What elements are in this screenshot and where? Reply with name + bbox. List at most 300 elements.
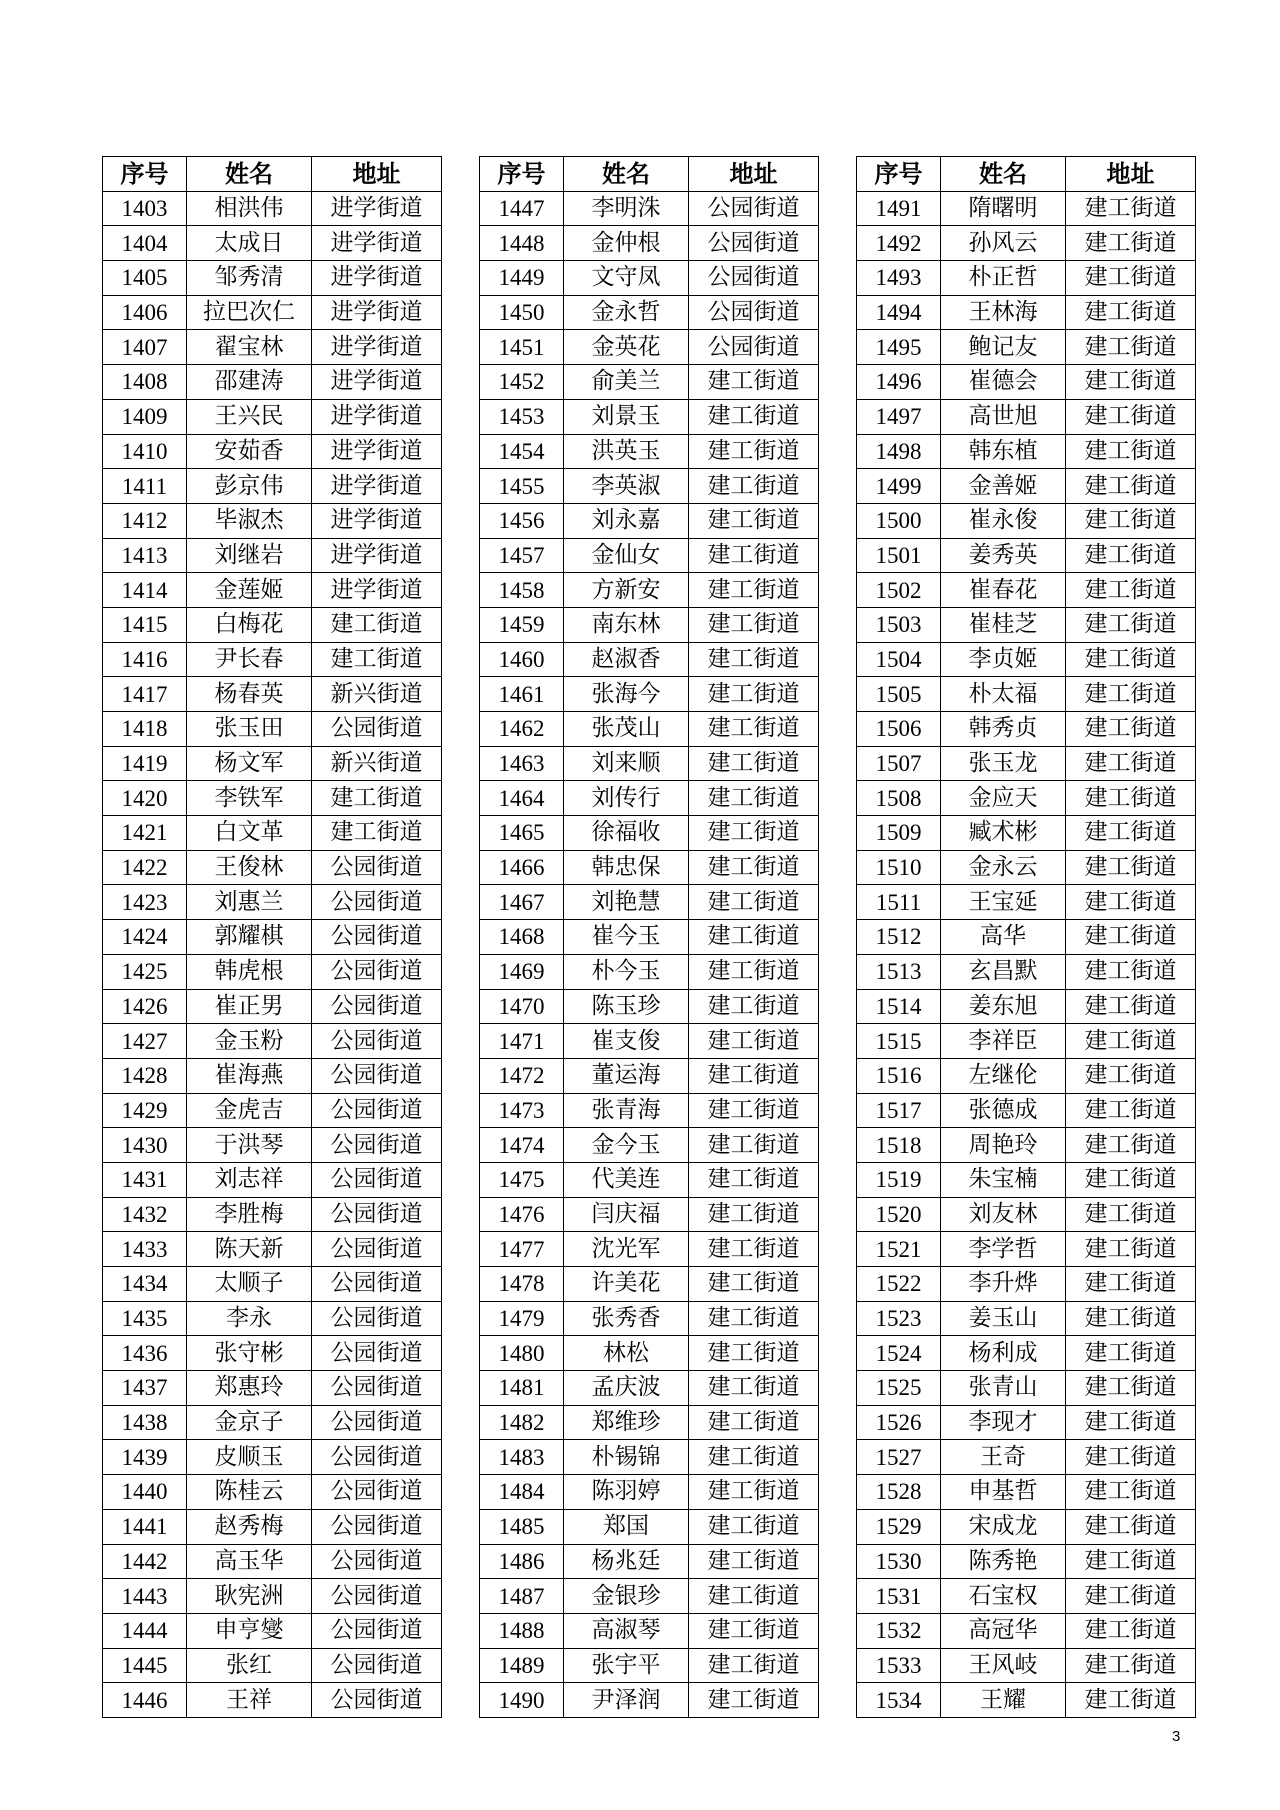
cell-address: 建工街道: [689, 607, 819, 642]
cell-address: 公园街道: [312, 1579, 442, 1614]
cell-address: 公园街道: [312, 1544, 442, 1579]
table-row: [103, 1579, 442, 1614]
cell-num: 1419: [103, 746, 187, 781]
cell-num: 1530: [857, 1544, 941, 1579]
table-row: [103, 1267, 442, 1302]
cell-name: 申基哲: [941, 1475, 1066, 1510]
cell-address: 公园街道: [312, 850, 442, 885]
roster-tables: [102, 156, 1196, 1716]
cell-num: 1433: [103, 1232, 187, 1267]
cell-num: 1426: [103, 989, 187, 1024]
cell-address: 公园街道: [312, 712, 442, 747]
cell-name: 邵建涛: [187, 365, 312, 400]
cell-address: 公园街道: [312, 989, 442, 1024]
table-row: [857, 573, 1196, 608]
cell-address: 建工街道: [689, 989, 819, 1024]
cell-address: 进学街道: [312, 469, 442, 504]
cell-address: 建工街道: [1066, 712, 1196, 747]
cell-name: 金今玉: [564, 1128, 689, 1163]
cell-name: 高玉华: [187, 1544, 312, 1579]
cell-address: 建工街道: [689, 1093, 819, 1128]
table-row: [480, 573, 819, 608]
cell-num: 1425: [103, 954, 187, 989]
cell-address: 公园街道: [689, 261, 819, 296]
cell-address: 公园街道: [312, 1232, 442, 1267]
table-row: [857, 1024, 1196, 1059]
cell-name: 陈天新: [187, 1232, 312, 1267]
cell-address: 建工街道: [1066, 1371, 1196, 1406]
table-row: [480, 1613, 819, 1648]
cell-address: 建工街道: [1066, 1440, 1196, 1475]
header-num: 序号: [480, 157, 564, 192]
cell-num: 1473: [480, 1093, 564, 1128]
table-row: [103, 1093, 442, 1128]
cell-num: 1503: [857, 607, 941, 642]
cell-name: 王宝延: [941, 885, 1066, 920]
cell-address: 建工街道: [1066, 850, 1196, 885]
cell-name: 王祥: [187, 1683, 312, 1718]
cell-num: 1484: [480, 1475, 564, 1510]
cell-address: 公园街道: [312, 1440, 442, 1475]
cell-num: 1485: [480, 1509, 564, 1544]
cell-name: 姜玉山: [941, 1301, 1066, 1336]
cell-address: 建工街道: [689, 365, 819, 400]
cell-name: 彭京伟: [187, 469, 312, 504]
cell-num: 1509: [857, 816, 941, 851]
cell-num: 1490: [480, 1683, 564, 1718]
cell-name: 鲍记友: [941, 330, 1066, 365]
cell-address: 建工街道: [312, 642, 442, 677]
table-row: [480, 261, 819, 296]
cell-address: 进学街道: [312, 538, 442, 573]
cell-num: 1463: [480, 746, 564, 781]
cell-num: 1440: [103, 1475, 187, 1510]
cell-name: 刘来顺: [564, 746, 689, 781]
cell-address: 建工街道: [1066, 1405, 1196, 1440]
cell-address: 进学街道: [312, 503, 442, 538]
table-row: [857, 920, 1196, 955]
cell-num: 1418: [103, 712, 187, 747]
cell-name: 姜东旭: [941, 989, 1066, 1024]
cell-num: 1452: [480, 365, 564, 400]
cell-address: 建工街道: [1066, 503, 1196, 538]
cell-num: 1471: [480, 1024, 564, 1059]
cell-address: 建工街道: [1066, 1544, 1196, 1579]
cell-num: 1502: [857, 573, 941, 608]
table-row: [480, 1683, 819, 1718]
cell-name: 张玉田: [187, 712, 312, 747]
cell-num: 1403: [103, 191, 187, 226]
cell-num: 1519: [857, 1162, 941, 1197]
cell-num: 1501: [857, 538, 941, 573]
cell-name: 玄昌默: [941, 954, 1066, 989]
cell-name: 杨文军: [187, 746, 312, 781]
table-row: [857, 226, 1196, 261]
table-row: [480, 850, 819, 885]
cell-name: 崔今玉: [564, 920, 689, 955]
table-row: [103, 816, 442, 851]
cell-name: 张宇平: [564, 1648, 689, 1683]
cell-name: 崔桂芝: [941, 607, 1066, 642]
cell-num: 1526: [857, 1405, 941, 1440]
cell-address: 建工街道: [689, 1336, 819, 1371]
cell-address: 公园街道: [312, 1128, 442, 1163]
cell-address: 建工街道: [1066, 330, 1196, 365]
header-name: 姓名: [564, 157, 689, 192]
cell-num: 1504: [857, 642, 941, 677]
table-row: [480, 503, 819, 538]
cell-address: 建工街道: [689, 1579, 819, 1614]
cell-address: 建工街道: [1066, 191, 1196, 226]
table-row: [857, 1648, 1196, 1683]
cell-address: 建工街道: [1066, 1475, 1196, 1510]
cell-num: 1522: [857, 1267, 941, 1302]
cell-name: 方新安: [564, 573, 689, 608]
table-row: [480, 1197, 819, 1232]
cell-name: 杨利成: [941, 1336, 1066, 1371]
cell-num: 1525: [857, 1371, 941, 1406]
cell-address: 建工街道: [1066, 1648, 1196, 1683]
cell-address: 建工街道: [1066, 816, 1196, 851]
cell-num: 1420: [103, 781, 187, 816]
cell-address: 公园街道: [312, 1093, 442, 1128]
cell-name: 宋成龙: [941, 1509, 1066, 1544]
cell-name: 刘志祥: [187, 1162, 312, 1197]
cell-name: 孟庆波: [564, 1371, 689, 1406]
cell-num: 1480: [480, 1336, 564, 1371]
table-row: [857, 816, 1196, 851]
cell-num: 1511: [857, 885, 941, 920]
table-row: [103, 1162, 442, 1197]
cell-name: 张青山: [941, 1371, 1066, 1406]
cell-name: 王兴民: [187, 399, 312, 434]
cell-address: 建工街道: [689, 503, 819, 538]
cell-address: 建工街道: [689, 885, 819, 920]
cell-address: 建工街道: [689, 677, 819, 712]
roster-table-3: [856, 156, 1196, 1718]
cell-name: 刘友林: [941, 1197, 1066, 1232]
cell-num: 1514: [857, 989, 941, 1024]
cell-num: 1493: [857, 261, 941, 296]
cell-name: 张红: [187, 1648, 312, 1683]
cell-address: 建工街道: [1066, 1509, 1196, 1544]
table-row: [103, 330, 442, 365]
cell-address: 建工街道: [689, 1162, 819, 1197]
cell-num: 1523: [857, 1301, 941, 1336]
cell-name: 杨春英: [187, 677, 312, 712]
cell-num: 1435: [103, 1301, 187, 1336]
table-row: [480, 607, 819, 642]
cell-num: 1422: [103, 850, 187, 885]
cell-name: 闫庆福: [564, 1197, 689, 1232]
cell-address: 建工街道: [1066, 469, 1196, 504]
cell-num: 1515: [857, 1024, 941, 1059]
table-row: [857, 469, 1196, 504]
cell-address: 建工街道: [1066, 365, 1196, 400]
cell-num: 1496: [857, 365, 941, 400]
table-row: [480, 677, 819, 712]
cell-num: 1486: [480, 1544, 564, 1579]
cell-name: 李学哲: [941, 1232, 1066, 1267]
table-row: [480, 1579, 819, 1614]
cell-address: 建工街道: [1066, 1336, 1196, 1371]
table-row: [480, 1093, 819, 1128]
cell-name: 沈光军: [564, 1232, 689, 1267]
table-row: [857, 1162, 1196, 1197]
cell-address: 公园街道: [312, 1162, 442, 1197]
cell-address: 建工街道: [1066, 920, 1196, 955]
table-row: [480, 1440, 819, 1475]
table-row: [103, 191, 442, 226]
cell-num: 1447: [480, 191, 564, 226]
table-row: [480, 469, 819, 504]
cell-name: 崔春花: [941, 573, 1066, 608]
cell-name: 高华: [941, 920, 1066, 955]
cell-num: 1521: [857, 1232, 941, 1267]
cell-num: 1497: [857, 399, 941, 434]
cell-num: 1449: [480, 261, 564, 296]
cell-address: 建工街道: [689, 1683, 819, 1718]
cell-name: 陈桂云: [187, 1475, 312, 1510]
cell-address: 建工街道: [1066, 1267, 1196, 1302]
cell-address: 建工街道: [689, 1509, 819, 1544]
cell-name: 许美花: [564, 1267, 689, 1302]
cell-name: 朴今玉: [564, 954, 689, 989]
cell-num: 1459: [480, 607, 564, 642]
cell-num: 1453: [480, 399, 564, 434]
cell-num: 1460: [480, 642, 564, 677]
cell-name: 李永: [187, 1301, 312, 1336]
cell-name: 李升烨: [941, 1267, 1066, 1302]
cell-name: 刘艳慧: [564, 885, 689, 920]
cell-address: 建工街道: [689, 1475, 819, 1510]
cell-name: 孙风云: [941, 226, 1066, 261]
cell-address: 建工街道: [1066, 573, 1196, 608]
cell-address: 公园街道: [689, 295, 819, 330]
cell-num: 1534: [857, 1683, 941, 1718]
header-num: 序号: [857, 157, 941, 192]
table-row: [103, 1232, 442, 1267]
cell-num: 1499: [857, 469, 941, 504]
cell-name: 俞美兰: [564, 365, 689, 400]
table-row: [857, 1197, 1196, 1232]
table-row: [103, 1336, 442, 1371]
cell-address: 建工街道: [312, 781, 442, 816]
cell-num: 1451: [480, 330, 564, 365]
table-row: [857, 1579, 1196, 1614]
cell-name: 臧术彬: [941, 816, 1066, 851]
cell-address: 公园街道: [312, 1301, 442, 1336]
table-row: [857, 1128, 1196, 1163]
cell-address: 建工街道: [689, 1648, 819, 1683]
table-row: [103, 920, 442, 955]
table-row: [480, 399, 819, 434]
cell-name: 林松: [564, 1336, 689, 1371]
cell-address: 建工街道: [689, 816, 819, 851]
table-row: [103, 607, 442, 642]
cell-name: 王俊林: [187, 850, 312, 885]
table-row: [103, 1544, 442, 1579]
cell-address: 进学街道: [312, 295, 442, 330]
table-row: [857, 503, 1196, 538]
table-row: [857, 1058, 1196, 1093]
table-row: [103, 850, 442, 885]
cell-num: 1508: [857, 781, 941, 816]
table-row: [103, 642, 442, 677]
table-row: [103, 1024, 442, 1059]
table-row: [480, 1058, 819, 1093]
table-row: [480, 1648, 819, 1683]
table-row: [103, 885, 442, 920]
table-row: [480, 1162, 819, 1197]
cell-name: 崔正男: [187, 989, 312, 1024]
cell-name: 邹秀清: [187, 261, 312, 296]
cell-address: 建工街道: [689, 746, 819, 781]
cell-name: 朴锡锦: [564, 1440, 689, 1475]
cell-name: 代美连: [564, 1162, 689, 1197]
cell-address: 建工街道: [689, 399, 819, 434]
cell-num: 1437: [103, 1371, 187, 1406]
table-row: [857, 295, 1196, 330]
table-row: [103, 712, 442, 747]
table-row: [103, 365, 442, 400]
cell-address: 建工街道: [1066, 989, 1196, 1024]
header-address: 地址: [689, 157, 819, 192]
table-row: [103, 1371, 442, 1406]
cell-num: 1412: [103, 503, 187, 538]
cell-name: 于洪琴: [187, 1128, 312, 1163]
table-row: [103, 503, 442, 538]
cell-num: 1479: [480, 1301, 564, 1336]
cell-address: 公园街道: [312, 885, 442, 920]
cell-name: 徐福收: [564, 816, 689, 851]
cell-name: 陈秀艳: [941, 1544, 1066, 1579]
cell-address: 公园街道: [312, 1058, 442, 1093]
table-row: [857, 1613, 1196, 1648]
cell-num: 1432: [103, 1197, 187, 1232]
table-row: [857, 850, 1196, 885]
cell-num: 1472: [480, 1058, 564, 1093]
cell-name: 隋曙明: [941, 191, 1066, 226]
cell-address: 进学街道: [312, 434, 442, 469]
cell-name: 金应天: [941, 781, 1066, 816]
cell-num: 1416: [103, 642, 187, 677]
cell-num: 1438: [103, 1405, 187, 1440]
table-row: [857, 1509, 1196, 1544]
cell-address: 建工街道: [689, 1544, 819, 1579]
cell-num: 1415: [103, 607, 187, 642]
table-row: [103, 1301, 442, 1336]
cell-num: 1491: [857, 191, 941, 226]
cell-name: 白文革: [187, 816, 312, 851]
header-name: 姓名: [187, 157, 312, 192]
cell-num: 1507: [857, 746, 941, 781]
table-row: [857, 365, 1196, 400]
table-row: [103, 295, 442, 330]
cell-address: 建工街道: [689, 1371, 819, 1406]
table-row: [857, 885, 1196, 920]
cell-address: 建工街道: [1066, 434, 1196, 469]
table-header-row: [103, 157, 442, 192]
table-row: [857, 954, 1196, 989]
cell-name: 刘传行: [564, 781, 689, 816]
cell-name: 韩东植: [941, 434, 1066, 469]
cell-address: 建工街道: [1066, 1232, 1196, 1267]
cell-num: 1489: [480, 1648, 564, 1683]
cell-num: 1424: [103, 920, 187, 955]
cell-num: 1464: [480, 781, 564, 816]
cell-address: 建工街道: [689, 1058, 819, 1093]
cell-name: 张玉龙: [941, 746, 1066, 781]
cell-address: 建工街道: [689, 642, 819, 677]
cell-num: 1461: [480, 677, 564, 712]
cell-name: 毕淑杰: [187, 503, 312, 538]
cell-address: 建工街道: [689, 1440, 819, 1475]
cell-name: 尹泽润: [564, 1683, 689, 1718]
cell-num: 1524: [857, 1336, 941, 1371]
cell-num: 1510: [857, 850, 941, 885]
cell-address: 建工街道: [1066, 677, 1196, 712]
cell-num: 1423: [103, 885, 187, 920]
table-body: [103, 191, 442, 1717]
cell-num: 1520: [857, 1197, 941, 1232]
roster-table-1: [102, 156, 442, 1718]
table-row: [857, 399, 1196, 434]
table-row: [480, 1475, 819, 1510]
cell-num: 1529: [857, 1509, 941, 1544]
cell-address: 建工街道: [689, 469, 819, 504]
table-row: [857, 330, 1196, 365]
cell-address: 建工街道: [689, 1301, 819, 1336]
table-row: [480, 191, 819, 226]
cell-address: 公园街道: [312, 1683, 442, 1718]
cell-address: 进学街道: [312, 261, 442, 296]
cell-num: 1516: [857, 1058, 941, 1093]
table-header-row: [480, 157, 819, 192]
cell-name: 陈玉珍: [564, 989, 689, 1024]
table-row: [103, 1509, 442, 1544]
cell-num: 1467: [480, 885, 564, 920]
cell-num: 1466: [480, 850, 564, 885]
cell-name: 高世旭: [941, 399, 1066, 434]
cell-name: 张德成: [941, 1093, 1066, 1128]
header-num: 序号: [103, 157, 187, 192]
cell-name: 董运海: [564, 1058, 689, 1093]
cell-num: 1410: [103, 434, 187, 469]
cell-num: 1430: [103, 1128, 187, 1163]
table-row: [857, 434, 1196, 469]
table-row: [103, 746, 442, 781]
cell-name: 崔海燕: [187, 1058, 312, 1093]
cell-address: 建工街道: [689, 1024, 819, 1059]
cell-num: 1517: [857, 1093, 941, 1128]
cell-name: 李铁军: [187, 781, 312, 816]
cell-num: 1455: [480, 469, 564, 504]
table-row: [857, 677, 1196, 712]
cell-name: 左继伦: [941, 1058, 1066, 1093]
cell-address: 公园街道: [312, 920, 442, 955]
cell-num: 1527: [857, 1440, 941, 1475]
cell-name: 王林海: [941, 295, 1066, 330]
cell-address: 公园街道: [689, 330, 819, 365]
header-address: 地址: [312, 157, 442, 192]
cell-name: 文守凤: [564, 261, 689, 296]
table-row: [857, 746, 1196, 781]
cell-name: 李胜梅: [187, 1197, 312, 1232]
cell-address: 公园街道: [689, 191, 819, 226]
cell-name: 金英花: [564, 330, 689, 365]
table-row: [857, 1405, 1196, 1440]
